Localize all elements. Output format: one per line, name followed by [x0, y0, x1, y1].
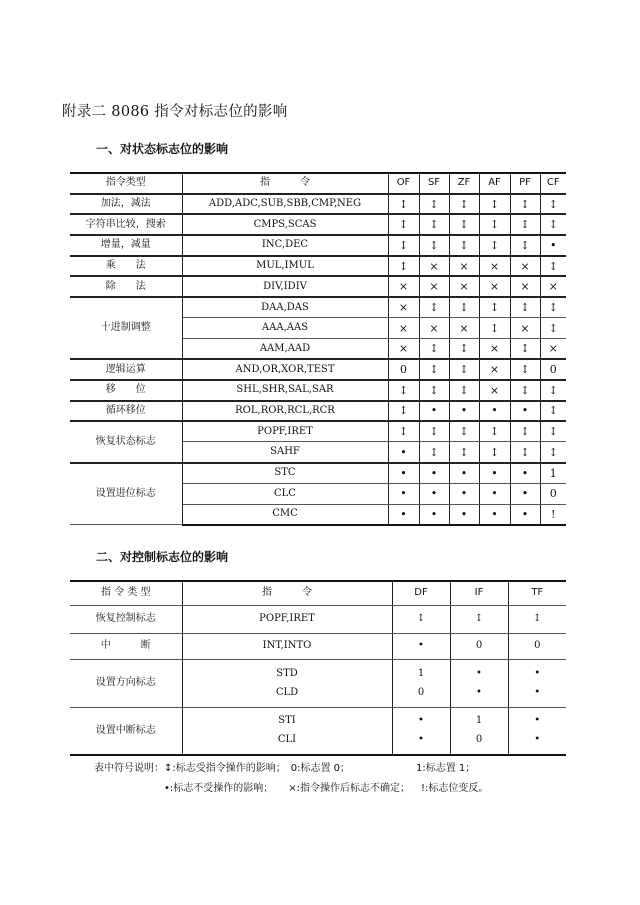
- flag-cell: [508, 707, 566, 755]
- cell-values: [451, 716, 508, 745]
- instruction-cell: AAM,AAD: [182, 339, 388, 360]
- flag-cell: ×: [449, 256, 479, 277]
- flag-cell: •: [388, 483, 419, 504]
- flag-cell: ×: [510, 318, 540, 339]
- instruction-cell: STC: [182, 463, 388, 484]
- table-row: [70, 633, 566, 659]
- flag-cell: ↕: [540, 214, 566, 235]
- cell-values: [393, 716, 450, 745]
- flag-cell: ×: [388, 339, 419, 360]
- flag-cell: ↕: [479, 421, 510, 442]
- flag-cell: ↕: [479, 194, 510, 215]
- table-row: [70, 276, 566, 297]
- instruction-cell: DAA,DAS: [182, 297, 388, 318]
- flag-cell: ↕: [388, 256, 419, 277]
- flag-cell: •: [449, 483, 479, 504]
- cell-values: [183, 669, 392, 698]
- instruction-cell: DIV,IDIV: [182, 276, 388, 297]
- flag-cell: ↕: [449, 297, 479, 318]
- cell-values: [183, 641, 392, 651]
- table-row: [70, 297, 566, 318]
- flag-cell: [508, 633, 566, 659]
- flag-cell: •: [419, 504, 449, 525]
- instruction-type-cell: 循环移位: [70, 401, 182, 422]
- cell-values: [509, 669, 567, 698]
- instruction-cell: INC,DEC: [182, 235, 388, 256]
- cell-values: [509, 716, 567, 745]
- column-header: 指令类型: [70, 173, 182, 194]
- instruction-cell: ROL,ROR,RCL,RCR: [182, 401, 388, 422]
- flag-value: •: [418, 640, 424, 651]
- table-row: [70, 707, 566, 755]
- cell-values: [393, 614, 450, 624]
- flag-cell: [450, 659, 508, 707]
- flag-cell: •: [510, 504, 540, 525]
- flag-cell: ×: [540, 276, 566, 297]
- cell-values: [509, 614, 567, 624]
- flag-cell: ↕: [540, 318, 566, 339]
- instruction-cell: [182, 605, 392, 633]
- flag-cell: •: [388, 463, 419, 484]
- column-header: 指 令: [182, 581, 392, 605]
- instruction-cell: CMC: [182, 504, 388, 525]
- flag-cell: •: [419, 401, 449, 422]
- flag-cell: [508, 605, 566, 633]
- instruction-cell: POPF,IRET: [182, 421, 388, 442]
- legend-line1-left: 表中符号说明：↕:标志受指令操作的影响； 0:标志置 0；: [94, 763, 351, 774]
- flag-cell: 0: [540, 359, 566, 380]
- table-header-row: [70, 173, 566, 194]
- flag-cell: •: [449, 504, 479, 525]
- instruction-type-cell: 移 位: [70, 380, 182, 401]
- instruction-type-cell: 字符串比较，搜索: [70, 214, 182, 235]
- flag-cell: •: [479, 504, 510, 525]
- flag-cell: 0: [388, 359, 419, 380]
- table-row: [70, 359, 566, 380]
- flag-cell: ×: [388, 318, 419, 339]
- flag-cell: [392, 605, 450, 633]
- legend-line2-left: •:标志不受操作的影响； ×:指令操作后标志不确定；: [164, 783, 411, 794]
- flag-value: •: [476, 686, 482, 698]
- table-row: [70, 659, 566, 707]
- flag-value: ↕: [533, 613, 542, 624]
- instruction-type-cell: 中 断: [70, 633, 182, 659]
- cell-values: [451, 614, 508, 624]
- flag-cell: [392, 707, 450, 755]
- flag-value: •: [534, 734, 541, 746]
- flag-value: •: [418, 715, 424, 727]
- flag-cell: [450, 633, 508, 659]
- flag-cell: •: [388, 442, 419, 463]
- flag-cell: ↕: [479, 235, 510, 256]
- table-row: [70, 256, 566, 277]
- flag-cell: ↕: [540, 442, 566, 463]
- instruction-text: STI: [278, 715, 296, 727]
- flag-cell: [392, 633, 450, 659]
- flag-cell: •: [388, 504, 419, 525]
- flag-value: ↕: [474, 613, 484, 624]
- flag-cell: [450, 605, 508, 633]
- flag-cell: •: [479, 401, 510, 422]
- flag-cell: •: [510, 483, 540, 504]
- flag-cell: ↕: [540, 380, 566, 401]
- flag-cell: ↕: [510, 380, 540, 401]
- flag-cell: ↕: [540, 401, 566, 422]
- legend-line1-right: 1:标志置 1；: [416, 763, 476, 774]
- flag-cell: ↕: [449, 235, 479, 256]
- control-flags-table: [70, 580, 566, 756]
- flag-cell: ↕: [449, 339, 479, 360]
- table-row: [70, 214, 566, 235]
- flag-cell: ↕: [419, 339, 449, 360]
- flag-cell: ↕: [388, 214, 419, 235]
- column-header: OF: [388, 173, 419, 194]
- column-header: AF: [479, 173, 510, 194]
- flag-cell: ×: [419, 318, 449, 339]
- cell-values: [451, 669, 508, 698]
- flag-cell: ↕: [510, 421, 540, 442]
- status-flags-table: [70, 172, 566, 526]
- flag-cell: [508, 659, 566, 707]
- instruction-cell: [182, 707, 392, 755]
- flag-cell: ↕: [419, 297, 449, 318]
- column-header: TF: [508, 581, 566, 605]
- section1-heading: 一、对状态标志位的影响: [96, 142, 229, 156]
- flag-cell: ↕: [510, 214, 540, 235]
- flag-value: •: [534, 715, 541, 727]
- table-row: [70, 380, 566, 401]
- flag-cell: ×: [388, 276, 419, 297]
- flag-cell: ↕: [388, 401, 419, 422]
- flag-cell: ↕: [419, 442, 449, 463]
- flag-cell: ↕: [419, 421, 449, 442]
- flag-cell: ↕: [510, 297, 540, 318]
- instruction-text: POPF,IRET: [259, 613, 315, 624]
- flag-cell: ↕: [449, 359, 479, 380]
- column-header: 指 令: [182, 173, 388, 194]
- instruction-cell: [182, 633, 392, 659]
- instruction-text: CLI: [277, 734, 297, 746]
- table-row: [70, 194, 566, 215]
- flag-cell: !: [540, 504, 566, 525]
- flag-cell: •: [479, 463, 510, 484]
- flag-cell: ↕: [388, 380, 419, 401]
- flag-value: •: [534, 686, 541, 698]
- table-header-row: [70, 581, 566, 605]
- table-row: [70, 235, 566, 256]
- flag-cell: ↕: [510, 442, 540, 463]
- column-header: PF: [510, 173, 540, 194]
- flag-cell: [450, 707, 508, 755]
- flag-cell: ×: [419, 256, 449, 277]
- instruction-type-cell: 设置中断标志: [70, 707, 182, 755]
- instruction-text: CLD: [275, 686, 299, 698]
- instruction-type-cell: 设置进位标志: [70, 463, 182, 525]
- flag-cell: ↕: [510, 339, 540, 360]
- flag-value: •: [476, 667, 482, 679]
- legend-line2-right: !:标志位变反。: [421, 783, 489, 794]
- instruction-type-cell: 恢复状态标志: [70, 421, 182, 462]
- flag-cell: •: [419, 483, 449, 504]
- column-header: CF: [540, 173, 566, 194]
- flag-cell: ↕: [419, 214, 449, 235]
- flag-cell: •: [449, 463, 479, 484]
- flag-value: •: [534, 667, 541, 679]
- instruction-type-cell: 设置方向标志: [70, 659, 182, 707]
- section2-heading: 二、对控制标志位的影响: [96, 550, 229, 564]
- table-row: [70, 463, 566, 484]
- flag-cell: •: [540, 235, 566, 256]
- instruction-type-cell: 逻辑运算: [70, 359, 182, 380]
- flag-cell: ↕: [479, 442, 510, 463]
- column-header: 指 令 类 型: [70, 581, 182, 605]
- flag-value: 1: [475, 715, 483, 727]
- flag-cell: ↕: [449, 380, 479, 401]
- flag-value: 0: [475, 734, 483, 746]
- flag-value: 0: [417, 686, 425, 698]
- cell-values: [393, 669, 450, 698]
- column-header: SF: [419, 173, 449, 194]
- instruction-type-cell: 除 法: [70, 276, 182, 297]
- cell-values: [509, 641, 567, 651]
- flag-cell: ↕: [419, 194, 449, 215]
- flag-cell: ×: [540, 339, 566, 360]
- flag-cell: ↕: [479, 318, 510, 339]
- flag-cell: •: [449, 401, 479, 422]
- flag-cell: •: [479, 483, 510, 504]
- cell-values: [183, 614, 392, 624]
- flag-value: 0: [475, 640, 483, 651]
- flag-cell: ×: [449, 318, 479, 339]
- flag-cell: ↕: [449, 421, 479, 442]
- instruction-type-cell: 乘 法: [70, 256, 182, 277]
- instruction-cell: AND,OR,XOR,TEST: [182, 359, 388, 380]
- flag-cell: [392, 659, 450, 707]
- flag-cell: •: [419, 463, 449, 484]
- flag-cell: ↕: [540, 194, 566, 215]
- flag-cell: ×: [510, 256, 540, 277]
- flag-value: 1: [417, 667, 425, 679]
- column-header: IF: [450, 581, 508, 605]
- cell-values: [393, 641, 450, 651]
- instruction-cell: [182, 659, 392, 707]
- flag-cell: ↕: [449, 214, 479, 235]
- flag-cell: ↕: [540, 421, 566, 442]
- instruction-type-cell: 恢复控制标志: [70, 605, 182, 633]
- flag-cell: ↕: [449, 442, 479, 463]
- flag-cell: ↕: [419, 359, 449, 380]
- flag-cell: ↕: [479, 214, 510, 235]
- flag-cell: ↕: [510, 359, 540, 380]
- flag-cell: ×: [388, 297, 419, 318]
- flag-cell: 0: [540, 483, 566, 504]
- column-header: ZF: [449, 173, 479, 194]
- table-row: [70, 421, 566, 442]
- table-row: [70, 605, 566, 633]
- flag-cell: ↕: [388, 235, 419, 256]
- cell-values: [451, 641, 508, 651]
- instruction-cell: AAA,AAS: [182, 318, 388, 339]
- flag-cell: ×: [479, 380, 510, 401]
- instruction-cell: SAHF: [182, 442, 388, 463]
- flag-cell: ↕: [388, 421, 419, 442]
- flag-cell: ×: [449, 276, 479, 297]
- flag-cell: ×: [510, 276, 540, 297]
- instruction-text: STD: [276, 667, 298, 679]
- flag-value: •: [418, 734, 424, 746]
- instruction-type-cell: 增量，减量: [70, 235, 182, 256]
- instruction-type-cell: 十进制调整: [70, 297, 182, 359]
- instruction-cell: ADD,ADC,SUB,SBB,CMP,NEG: [182, 194, 388, 215]
- flag-cell: ×: [419, 276, 449, 297]
- page-title: 附录二 8086 指令对标志位的影响: [62, 104, 288, 120]
- instruction-cell: CMPS,SCAS: [182, 214, 388, 235]
- flag-cell: ×: [479, 256, 510, 277]
- flag-cell: ↕: [419, 235, 449, 256]
- column-header: DF: [392, 581, 450, 605]
- instruction-type-cell: 加法，减法: [70, 194, 182, 215]
- flag-cell: ↕: [388, 194, 419, 215]
- flag-cell: ↕: [449, 194, 479, 215]
- flag-cell: ×: [479, 359, 510, 380]
- flag-value: 0: [534, 640, 541, 651]
- flag-cell: ↕: [479, 297, 510, 318]
- instruction-cell: CLC: [182, 483, 388, 504]
- instruction-cell: MUL,IMUL: [182, 256, 388, 277]
- flag-cell: ×: [479, 339, 510, 360]
- flag-cell: ×: [479, 276, 510, 297]
- flag-cell: •: [510, 401, 540, 422]
- instruction-cell: SHL,SHR,SAL,SAR: [182, 380, 388, 401]
- flag-value: ↕: [416, 613, 426, 624]
- flag-cell: ↕: [540, 297, 566, 318]
- flag-cell: ↕: [510, 235, 540, 256]
- instruction-text: INT,INTO: [262, 640, 312, 651]
- flag-cell: ↕: [510, 194, 540, 215]
- flag-cell: •: [510, 463, 540, 484]
- flag-cell: ↕: [540, 256, 566, 277]
- flag-cell: ↕: [419, 380, 449, 401]
- flag-cell: 1: [540, 463, 566, 484]
- cell-values: [183, 716, 392, 745]
- table-row: [70, 401, 566, 422]
